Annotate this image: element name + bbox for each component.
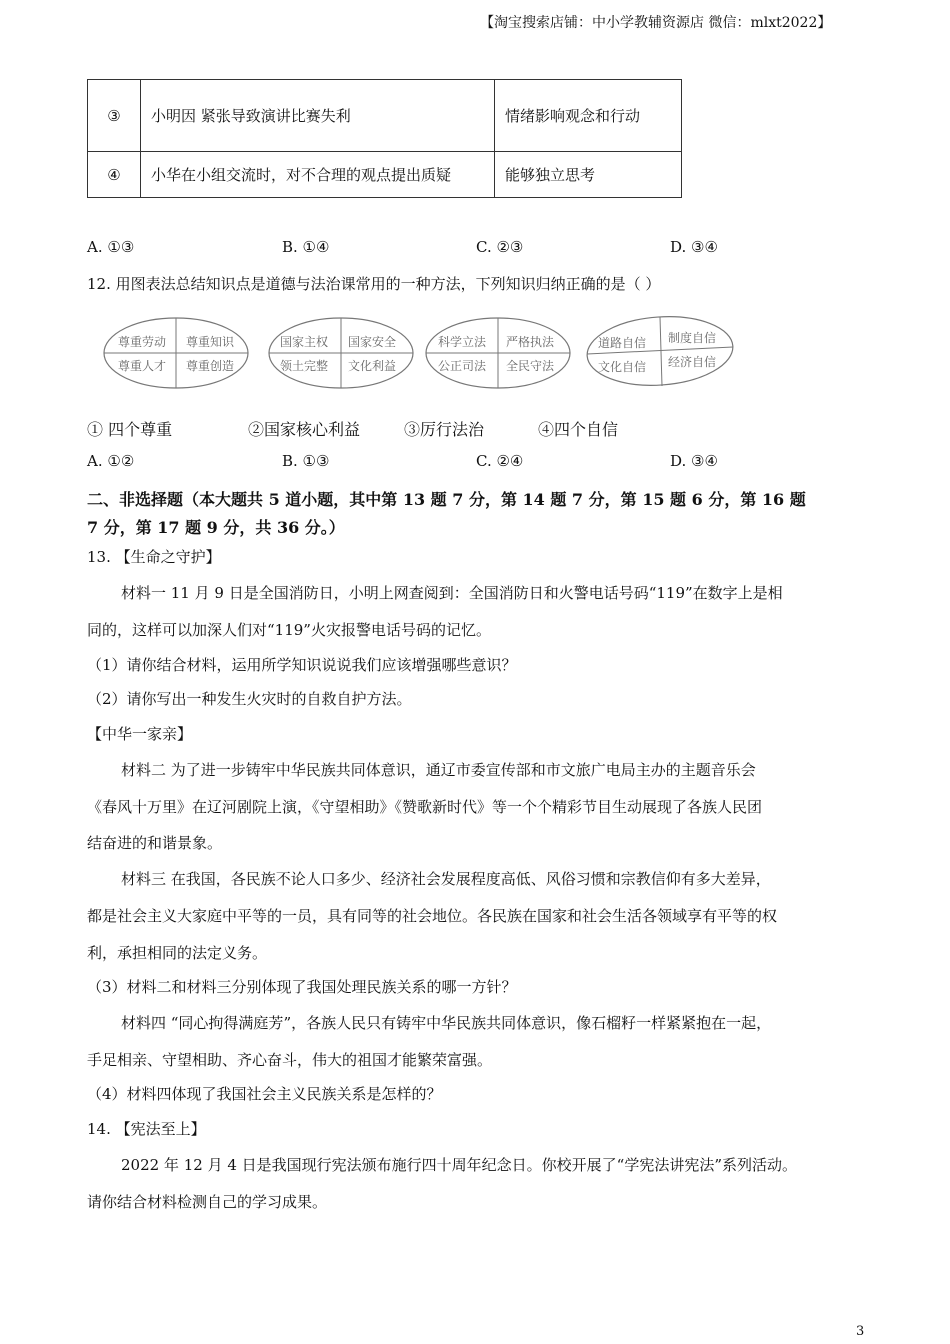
header-text: 【淘宝搜索店铺：中小学教辅资源店 微信：mlxt2022】 [480,15,832,31]
diagram-cell: 制度自信 [668,331,717,345]
q13-material2-line3: 结奋进的和谐景象。 [87,834,223,852]
q13-question1: （1）请你结合材料，运用所学知识说说我们应该增强哪些意识？ [87,656,517,674]
q11-option-c: C. ②③ [476,238,524,256]
row-number: ④ [88,152,141,198]
section2-title-line1: 二、非选择题（本大题共 5 道小题，其中第 13 题 7 分，第 14 题 7 分，第 15 题 6 分，第 16 题 [87,490,806,509]
q13-question3: （3）材料二和材料三分别体现了我国处理民族关系的哪一方针？ [87,978,517,996]
q12-label-4: ④四个自信 [538,420,619,439]
q12-option-b: B. ①③ [282,452,330,470]
row-event: 小明因 紧张导致演讲比赛失利 [141,80,495,152]
diagram-cell: 领土完整 [280,359,329,373]
q13-question4: （4）材料四体现了我国社会主义民族关系是怎样的？ [87,1085,442,1103]
diagram-cell: 尊重人才 [118,359,167,373]
diagram-rule-of-law [426,318,570,388]
table-row [88,80,682,152]
q13-material2-line1: 材料二 为了进一步铸牢中华民族共同体意识，通辽市委宣传部和市文旅广电局主办的主题音乐会 [121,761,756,779]
diagram-cell: 严格执法 [506,335,555,349]
diagram-cell: 科学立法 [438,335,487,349]
diagram-cell: 国家安全 [348,335,397,349]
q13-material3-line3: 利，承担相同的法定义务。 [87,944,268,962]
q12-label-1: ① 四个尊重 [87,420,173,439]
q12-label-3: ③厉行法治 [404,420,485,439]
diagram-national-interest [269,318,413,388]
row-event: 小华在小组交流时，对不合理的观点提出质疑 [141,152,495,198]
q13-question2: （2）请你写出一种发生火灾时的自救自护方法。 [87,690,412,708]
diagram-cell: 道路自信 [598,336,647,350]
q11-option-d: D. ③④ [670,238,718,256]
q12-diagrams [100,310,745,405]
q14-line2: 请你结合材料检测自己的学习成果。 [87,1193,328,1211]
q13-material1-line2: 同的，这样可以加深人们对“119”火灾报警电话号码的记忆。 [87,621,491,639]
diagram-cell: 经济自信 [668,355,717,369]
q13-material2-line2: 《春风十万里》在辽河剧院上演，《守望相助》《赞歌新时代》等一个个精彩节目生动展现了各族人民团 [87,798,763,816]
diagram-confidence [585,312,735,390]
q13-material4-line1: 材料四 “同心拘得满庭芳”，各族人民只有铸牢中华民族共同体意识，像石榴籽一样紧紧抱在一起， [121,1014,772,1032]
diagram-cell: 全民守法 [506,359,555,373]
diagram-cell: 文化利益 [348,359,397,373]
q13-subtitle: 【中华一家亲】 [87,725,193,743]
q14-title: 14. 【宪法至上】 [87,1120,206,1138]
q13-material4-line2: 手足相亲、守望相助、齐心奋斗，伟大的祖国才能繁荣富强。 [87,1051,493,1069]
diagram-cell: 文化自信 [598,360,647,374]
row-principle: 情绪影响观念和行动 [495,80,682,152]
section2-title-line2: 7 分，第 17 题 9 分，共 36 分。） [87,518,345,537]
table-row [88,152,682,198]
q12-label-2: ②国家核心利益 [248,420,361,439]
q13-title: 13. 【生命之守护】 [87,548,221,566]
diagram-cell: 尊重劳动 [118,335,167,349]
diagram-respect [104,318,248,388]
q12-option-d: D. ③④ [670,452,718,470]
diagram-cell: 国家主权 [280,335,329,349]
q11-option-a: A. ①③ [87,238,135,256]
diagram-cell: 尊重创造 [186,359,235,373]
q13-material3-line2: 都是社会主义大家庭中平等的一员，具有同等的社会地位。各民族在国家和社会生活各领域享有平等的权 [87,907,778,925]
q13-material3-line1: 材料三 在我国，各民族不论人口多少、经济社会发展程度高低、风俗习惯和宗教信仰有多大差异， [121,870,771,888]
row-number: ③ [88,80,141,152]
q11-table [87,79,682,198]
q13-material1-line1: 材料一 11 月 9 日是全国消防日，小明上网查阅到：全国消防日和火警电话号码“119”在数字上是相 [121,584,783,602]
q12-stem: 12. 用图表法总结知识点是道德与法治课常用的一种方法，下列知识归纳正确的是（ ） [87,275,661,293]
page-number: 3 [856,1324,865,1339]
diagram-cell: 公正司法 [438,359,487,373]
q11-option-b: B. ①④ [282,238,330,256]
row-principle: 能够独立思考 [495,152,682,198]
q12-option-a: A. ①② [87,452,135,470]
diagram-cell: 尊重知识 [186,335,235,349]
q12-option-c: C. ②④ [476,452,524,470]
q14-line1: 2022 年 12 月 4 日是我国现行宪法颁布施行四十周年纪念日。你校开展了“学宪法讲宪法”系列活动。 [121,1156,797,1174]
